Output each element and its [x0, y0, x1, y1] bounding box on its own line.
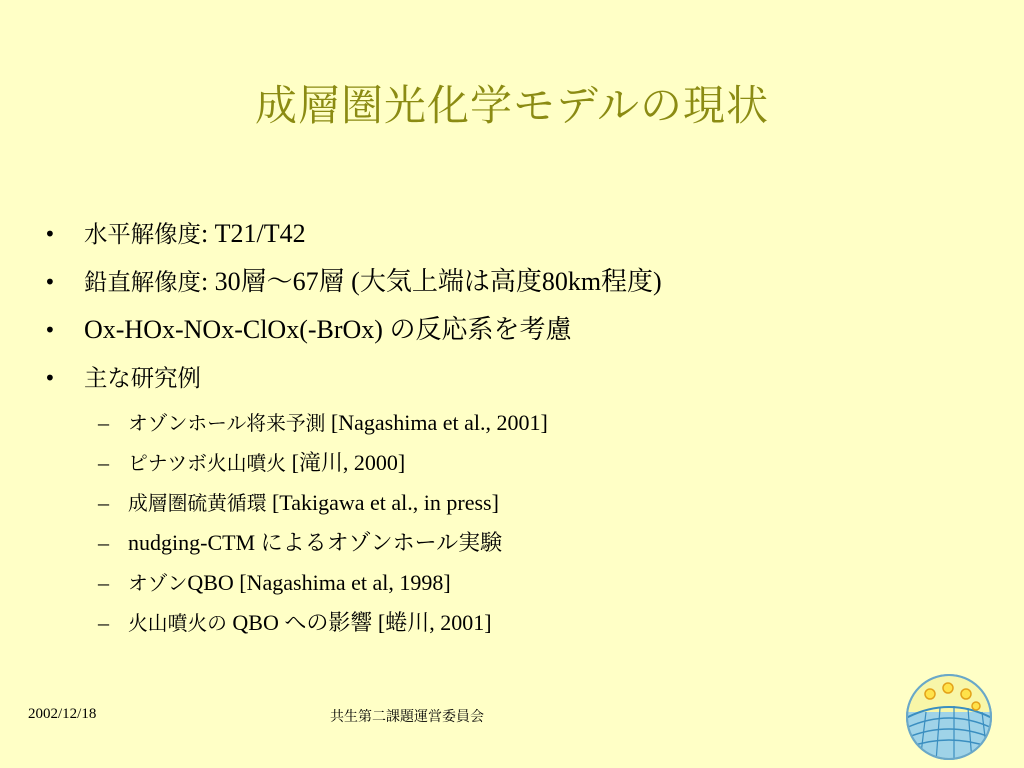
dash-marker: –	[98, 610, 109, 635]
bullet-marker: •	[44, 222, 56, 246]
example-text: QBO への影響 [蜷川, 2001]	[226, 610, 492, 635]
bullet-vertical-resolution	[40, 260, 1000, 308]
dash-marker: –	[98, 490, 109, 515]
dash-marker: –	[98, 410, 109, 435]
bullet-marker: •	[44, 270, 56, 294]
examples-list	[40, 404, 1000, 644]
example-item	[40, 404, 1000, 444]
example-item	[40, 484, 1000, 524]
dash-marker: –	[98, 570, 109, 595]
bullet-label: 水平解像度	[84, 220, 201, 248]
footer-committee: 共生第二課題運営委員会	[330, 709, 484, 725]
bullet-label: 主な研究例	[84, 364, 201, 392]
globe-logo-icon	[904, 672, 994, 762]
bullet-reaction-system	[40, 308, 1000, 356]
bullet-text: Ox-HOx-NOx-ClOx(-BrOx) の反応系を考慮	[84, 315, 572, 344]
bullet-text: : T21/T42	[200, 219, 306, 248]
bullet-text: : 30層～67層 (大気上端は高度80km程度)	[200, 267, 662, 296]
dash-marker: –	[98, 530, 109, 555]
bullet-label: 鉛直解像度	[84, 268, 201, 296]
example-text: [Nagashima et al., 2001]	[325, 410, 548, 435]
example-text: [Takigawa et al., in press]	[266, 490, 499, 515]
footer-date: 2002/12/18	[28, 706, 97, 722]
example-text: QBO [Nagashima et al, 1998]	[187, 570, 451, 595]
example-label: 火山噴火の	[128, 612, 227, 635]
example-label: オゾン	[128, 572, 188, 595]
example-label: ピナツボ火山噴火	[128, 452, 287, 475]
slide-title: 成層圏光化学モデルの現状	[255, 81, 769, 130]
bullet-horizontal-resolution	[40, 212, 1000, 260]
bullet-marker: •	[44, 366, 56, 390]
bullet-marker: •	[44, 318, 56, 342]
example-item	[40, 564, 1000, 604]
bullet-list	[40, 212, 1000, 644]
example-item	[40, 524, 1000, 564]
example-text: nudging-CTM によるオゾンホール実験	[128, 530, 503, 555]
example-label: オゾンホール将来予測	[128, 412, 326, 435]
example-item	[40, 444, 1000, 484]
examples-container	[40, 404, 1000, 644]
dash-marker: –	[98, 450, 109, 475]
example-label: 成層圏硫黄循環	[128, 492, 267, 515]
example-item	[40, 604, 1000, 644]
example-text: [滝川, 2000]	[286, 450, 406, 475]
bullet-main-studies	[40, 356, 1000, 404]
